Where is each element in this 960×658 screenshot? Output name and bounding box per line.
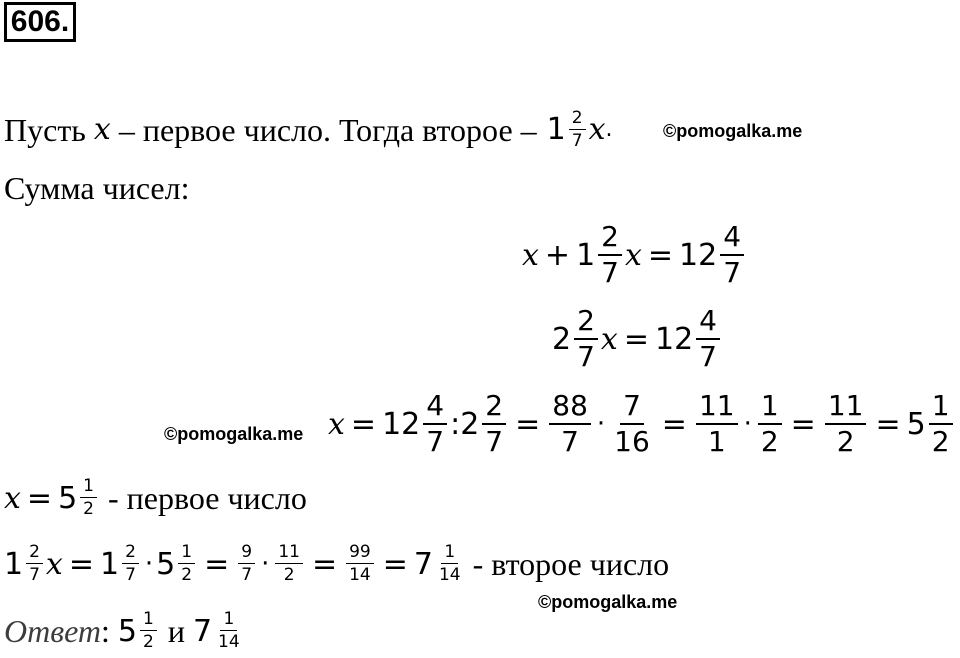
mixed-whole: 1 [546,112,566,147]
fraction: $\frac{99}{14}$ [346,544,374,584]
fraction-2-7: $\frac{2}{7}$ [569,110,586,150]
fraction: $\frac{1}{2}$ [140,611,157,651]
fraction: $\frac{11}{1}$ [696,392,738,456]
fraction: $\frac{4}{7}$ [423,392,447,456]
variable-x-second: x [588,112,606,147]
fraction: $\frac{11}{2}$ [825,392,867,456]
fraction: $\frac{1}{2}$ [929,392,953,456]
fraction: $\frac{88}{7}$ [549,392,591,456]
second-number-line: 1 $\frac{2}{7}$ x = 1 $\frac{2}{7}$ · 5 $\frac{1}{2}$ = $\frac{9}{7}$ · $\frac{11}{2}$ = $\frac{99}{14}$ = 7 $\frac{1}{14}$ - второе число [4,542,670,585]
equation-1: x + 1 $\frac{2}{7}$ x = 12 $\frac{4}{7}$ [522,218,747,292]
fraction: $\frac{1}{14}$ [438,542,461,585]
problem-number: 606. [4,2,76,42]
first-number-label: - первое число [107,480,307,516]
fraction: $\frac{11}{2}$ [275,544,303,584]
equation-3: x = 12 $\frac{4}{7}$ : 2 $\frac{2}{7}$ = $\frac{88}{7}$ · $\frac{7}{16}$ = $\frac{11}{1}$ · $\frac{1}{2}$ = $\frac{11}{2}$ = 5 $\frac{1}{2}$ [328,386,956,462]
sum-label: Сумма чисел: [4,170,190,206]
fraction: $\frac{2}{7}$ [26,544,43,584]
fraction: $\frac{1}{2}$ [758,392,782,456]
fraction: $\frac{2}{7}$ [598,223,622,287]
watermark-top: ©pomogalka.me [663,121,803,141]
answer-label: Ответ [4,613,101,649]
fraction: $\frac{1}{2}$ [80,478,97,518]
first-number-line: x = 5 $\frac{1}{2}$ - первое число [4,476,307,519]
second-number-label: - второе число [472,546,670,582]
fraction: $\frac{2}{7}$ [122,544,139,584]
fraction: $\frac{1}{2}$ [178,544,195,584]
fraction: $\frac{1}{14}$ [218,609,240,652]
variable-x: x [93,112,111,147]
intro-line [4,106,612,154]
watermark-middle: ©pomogalka.me [164,424,304,444]
watermark-bottom: ©pomogalka.me [538,592,678,612]
fraction: $\frac{7}{16}$ [614,389,650,458]
intro-text-before: Пусть [4,112,86,148]
fraction: $\frac{2}{7}$ [482,392,506,456]
fraction: $\frac{4}{7}$ [720,223,744,287]
fraction: $\frac{9}{7}$ [238,544,255,584]
answer-line: Ответ : 5 $\frac{1}{2}$ и 7 $\frac{1}{14}$ [4,606,246,656]
intro-text-mid: – первое число. Тогда второе – [118,112,537,148]
period: . [605,117,613,142]
fraction: $\frac{2}{7}$ [574,307,598,371]
answer-and: и [167,613,185,649]
equation-2: 2 $\frac{2}{7}$ x = 12 $\frac{4}{7}$ [552,302,723,376]
fraction: $\frac{4}{7}$ [696,307,720,371]
